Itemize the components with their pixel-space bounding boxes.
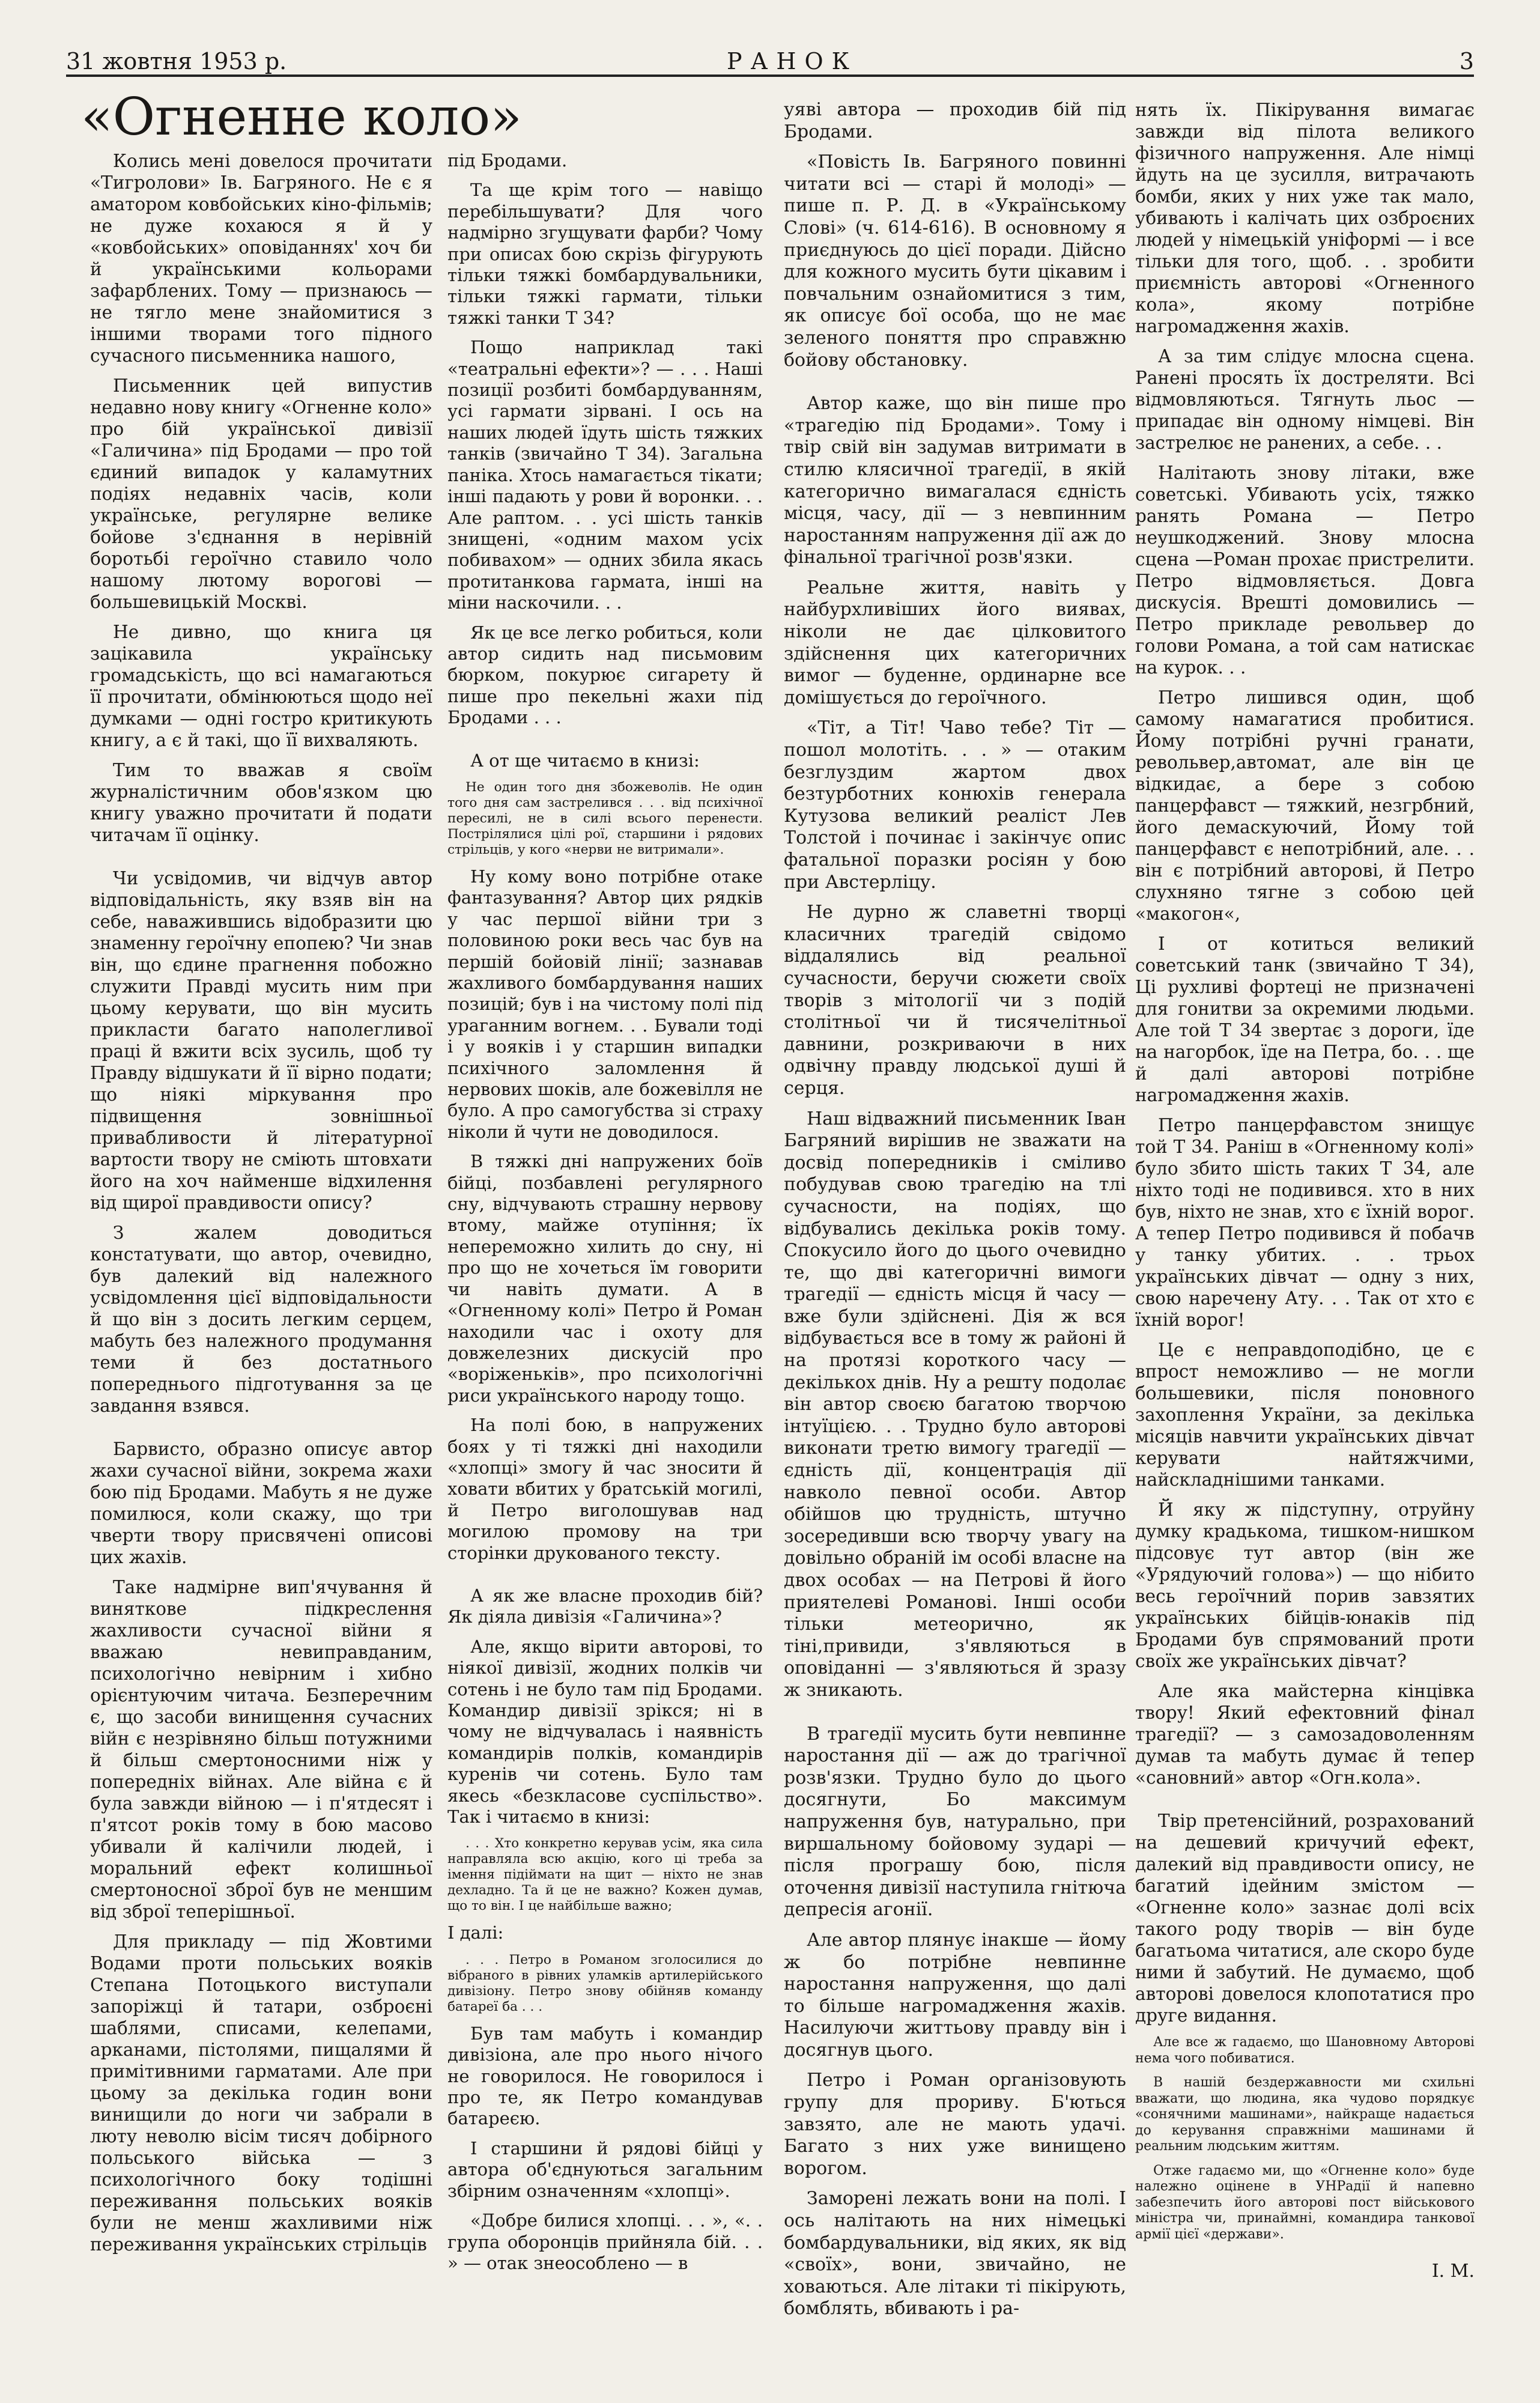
page-number: 3 xyxy=(1459,48,1474,74)
paragraph: Петро панцерфавстом знищує той Т 34. Раніш в «Огненному колі» було збито шість таких Т 34, але ніхто тоді не подивився. хто в них був, ніхто не знав, хто є їхній ворог. А тепер Петро подивився й побачв у танку убитих. . . трьох українських дівчат — одну з них, свою наречену Ату. . . Так от хто є їхній ворог! xyxy=(1135,1115,1475,1330)
footnote: Отже гадаємо ми, що «Огненне коло» буде належно оцінене в УНРадії й напевно забезпечить його авторові пост військового міністра чи, принаймні, командира танкової армії цієї «держави». xyxy=(1135,2163,1475,2242)
paragraph: Ну кому воно потрібне отаке фантазування? Автор цих рядків у час першої війни три з половиною роки весь час був на першій бойовій лінії; зазнавав жахливого бомбардування наших позицій; був і на чистому полі під ураганним вогнем. . . Бували тоді і у вояків і у старшин випадки психічного заломлення й нервових шоків, але божевілля не було. А про самогубства зі страху ніколи й чути не доводилося. xyxy=(447,866,763,1142)
paragraph: Налітають знову літаки, вже советські. Убивають усіх, тяжко ранять Романа — Петро неушкоджений. Знову млосна сцена —Роман прохає пристрелити. Петро відмовляється. Довга дискусія. Врешті домовились — Петро прикладе револьвер до голови Романа, а той сам натискає на курок. . . xyxy=(1135,463,1475,678)
paragraph: Для прикладу — під Жовтими Водами проти польських вояків Степана Потоцького виступали запоріжці й татари, озброєні шаблями, списами, келепами, арканами, пістолями, пищалями й примітивними гарматами. Але при цьому за декілька годин вони винищили до ноги чи забрали в люту неволю вісім тисяч добірного польського війська — з психологічного боку тодішні переживання польських вояків були не менш жахливими ніж переживання українських стрільців xyxy=(90,1931,432,2255)
paragraph: Петро лишився один, щоб самому намагатися пробитися. Йому потрібні ручні гранати, револьвер,автомат, але він це відкидає, а бере з собою панцерфавст — тяжкий, незгрбний, його демаскуючий, Йому той панцерфавст є непотрібний, але. . . він є потрібний авторові, й Петро слухняно тягне з собою цей «макогон«, xyxy=(1135,687,1475,924)
quote-block: . . . Хто конкретно керував усім, яка сила направляла всю акцію, кого ці треба за імення підіймати на щит — ніхто не знав дехладно. Та й це не важно? Кожен думав, що то він. І це найбільше важно; xyxy=(447,1836,763,1914)
paragraph: Чи усвідомив, чи відчув автор відповідальність, яку взяв він на себе, наважившись відобразити цю знаменну героїчну епопею? Чи знав він, що єдине прагнення побожно служити Правді мусить ним при цьому керувати, що він мусить прикласти багато наполегливої праці й вжити всіх зусиль, щоб ту Правду відшукати й її вірно подати; що ніякі міркування про підвищення зовнішньої привабливости й літературної вартости твору не сміють штовхати його на хоч найменше відхилення від щирої правдивости опису? xyxy=(90,868,432,1213)
paragraph: Пощо наприклад такі «театральні ефекти»? — . . . Наші позиції розбиті бомбардуванням, усі гармати зірвані. І ось на наших людей їдуть шість тяжких танків (звичайно Т 34). Загальна паніка. Хтось намагається тікати; інші падають у рови й воронки. . . Але раптом. . . усі шість танків знищені, «одним махом усіх побивахом» — одних збила якась протитанкова гармата, інші на міни наскочили. . . xyxy=(447,337,763,613)
paragraph: Петро і Роман організовують групу для прориву. Б'ються завзято, але не мають удачі. Багато з них уже винищено ворогом. xyxy=(784,2070,1126,2179)
quote-block: Не один того дня збожеволів. Не один того дня сам застрелився . . . від психічної пересилі, не в силі всього перенести. Пострілялися цілі рої, старшини і рядових стрільців, у кого «нерви не витримали». xyxy=(447,779,763,857)
paragraph: Але автор плянує інакше — йому ж бо потрібне невпинне наростання напруження, що далі то більше нагромадження жахів. Насилуючи життьову правду він і досягнув цього. xyxy=(784,1929,1126,2061)
paragraph: Був там мабуть і командир дивізіона, але про нього нічого не говорилося. Не говорилося і про те, як Петро командував батареєю. xyxy=(447,2023,763,2129)
quote-block: . . . Петро в Романом зголосилися до вібраного в рівних уламків артилерійського дивізіону. Петро знову обійняв команду батареї ба . . . xyxy=(447,1952,763,2014)
paragraph: Не дурно ж славетні творці класичних трагедій свідомо віддалялись від реальної сучасности, беручи сюжети своїх творів з мітології чи з подій столітньої чи й тисячелітньої давнини, розкриваючи в них одвічну правду людської душі й серця. xyxy=(784,902,1126,1099)
paragraph: Та ще крім того — навіщо перебільшувати? Для чого надмірно згущувати фарби? Чому при описах бою скрізь фігурують тільки тяжкі бомбардувальники, тільки тяжкі гармати, тільки тяжкі танки Т 34? xyxy=(447,180,763,328)
paragraph: Це є неправдоподібно, це є впрост неможливо — не могли большевики, після поновного захоплення України, за декілька місяців навчити українських дівчат керувати найтяжчими, найскладнішими танками. xyxy=(1135,1340,1475,1490)
paragraph: Барвисто, образно описує автор жахи сучасної війни, зокрема жахи бою під Бродами. Мабуть я не дуже помилюся, коли скажу, що три чверти твору присвячені описові цих жахів. xyxy=(90,1439,432,1567)
paragraph: Не дивно, що книга ця зацікавила українську громадськість, що всі намагаються її прочитати, обмінюються щодо неї думками — одні гостро критикують книгу, а є й такі, що її вихваляють. xyxy=(90,622,432,750)
paragraph: На полі бою, в напружених боях у ті тяжкі дні находили «хлопці» змогу й час зносити й ховати вбитих у братській могилі, й Петро виголошував над могилою промову на три сторінки друкованого тексту. xyxy=(447,1415,763,1563)
paragraph: А от ще читаємо в книзі: xyxy=(470,750,700,771)
article-column-1 xyxy=(90,150,432,2264)
paragraph: Автор каже, що він пише про «трагедію під Бродами». Тому і твір свій він задумав витримати в стилю клясичної трагедії, в якій категорично вимагалася єдність місця, часу, дії — з невпинним наростанням напруження дії аж до фінальної трагічної розв'язки. xyxy=(784,393,1126,568)
article-column-4 xyxy=(1135,99,1475,2282)
footnote: В нашій бездержавности ми схильні вважати, що людина, яка чудово порядкує «сонячними машинами», найкраще надається до керування справжніми машинами й реальним людським життям. xyxy=(1135,2075,1475,2154)
paragraph: нять їх. Пікірування вимагає завжди від пілота великого фізичного напруження. Але німці йдуть на це зусилля, витрачають бомби, яких у них уже так мало, убивають і калічать цих озброєних людей у німецькій уніформі — і все тільки для того, щоб. . . зробити приємність авторові «Огненного кола», якому потрібне нагромадження жахів. xyxy=(1135,100,1475,336)
paragraph: «Тіт, а Тіт! Чаво тебе? Тіт — пошол молотіть. . . » — отаким безглуздим жартом двох безтурботних конюхів генерала Кутузова великий реаліст Лев Толстой і починає і закінчує опис фатальної поразки росіян у бою при Австерліцу. xyxy=(784,717,1126,893)
paragraph: Реальне життя, навіть у найбурхливіших його виявах, ніколи не дає цілковитого здійснення цих категоричних вимог — буденне, ординарне все домішується до героїчного. xyxy=(784,577,1126,708)
newspaper-header xyxy=(66,48,1474,77)
paragraph: Але, якщо вірити авторові, то ніякої дивізії, жодних полків чи сотень і не було там під Бродами. Командир дивізії зрікся; ні в чому не відчувалась і наявність командирів полків, командирів куренів чи сотень. Було там якесь «безкласове суспільство». Так і читаємо в книзі: xyxy=(447,1636,763,1827)
paragraph: під Бродами. xyxy=(447,150,568,171)
paragraph: З жалем доводиться констатувати, що автор, очевидно, був далекий від належного усвідомлення цієї відповідальности й що він з досить легким серцем, мабуть без належного продумання теми й без достатнього попереднього підготування за це завдання взявся. xyxy=(90,1223,432,1416)
paragraph: Але яка майстерна кінцівка твору! Який ефектовний фінал трагедії? — з самозадоволенням думав та мабуть думає й тепер «сановний» автор «Огн.кола». xyxy=(1135,1681,1475,1788)
paragraph: В тяжкі дні напружених боїв бійці, позбавлені регулярного сну, відчувають страшну нервову втому, майже отупіння; їх непереможно хилить до сну, ні про що не хочеться їм говорити чи навіть думати. А в «Огненному колі» Петро й Роман находили час і охоту для довжелезних дискусій про «воріженьків», про психологічні риси українського народу тощо. xyxy=(447,1151,763,1406)
paragraph: А як же власне проходив бій? Як діяла дивізія «Галичина»? xyxy=(447,1585,763,1627)
author-signature: І. М. xyxy=(1431,2261,1475,2282)
paragraph: Письменник цей випустив недавно нову книгу «Огненне коло» про бій української дивізії «Галичина» під Бродами — про той єдиний випадок у каламутних подіях недавніх часів, коли українське, регулярне велике бойове з'єднання в нерівній боротьбі героїчно ставило чоло нашому лютому ворогові — большевицькій Москві. xyxy=(90,375,432,612)
paragraph: А за тим слідує млосна сцена. Ранені просять їх достреляти. Всі відмовляються. Тягнуть льос — припадає він одному німцеві. Він застрелює не ранених, а себе. . . xyxy=(1135,346,1475,453)
paragraph: Твір претенсійний, розрахований на дешевий кричучий ефект, далекий від правдивости опису, не багатий ідейним змістом — «Огненне коло» зазнає долі всіх такого роду творів — він буде багатьома читатися, але скоро буде ними й забутий. Не думаємо, щоб авторові довелося клопотатися про друге видання. xyxy=(1135,1811,1475,2026)
footnote: Але все ж гадаємо, що Шановному Авторові нема чого побиватися. xyxy=(1135,2035,1475,2066)
paragraph: І далі: xyxy=(447,1922,504,1943)
paragraph: В трагедії мусить бути невпинне наростання дії — аж до трагічної розв'язки. Трудно було до цього досягнути, Бо максимум напруження був, натурально, при виршальному бойовому зударі — після програшу бою, після оточення дивізії наступила гнітюча депресія агонії. xyxy=(784,1723,1126,1921)
paragraph: Тим то вважав я своїм журналістичним обов'язком цю книгу уважно прочитати й подати читачам її оцінку. xyxy=(90,760,432,845)
paragraph: Як це все легко робиться, коли автор сидить над письмовим бюрком, покурює сигарету й пише про пекельні жахи під Бродами . . . xyxy=(447,622,763,728)
paragraph: Таке надмірне вип'ячування й виняткове підкреслення жахливости сучасної війни я вважаю невиправданим, психологічно невірним і хибно орієнтуючим читача. Безперечним є, що засоби винищення сучасних війн є незрівняно більш потужними й більш смертоносними ніж у попередніх війнах. Але війна є й була завжди війною — і п'ятдесят і п'ятсот років тому в бою масово убивали й калічили людей, і моральний ефект колишньої смертоносної зброї був не меншим від зброї теперішньої. xyxy=(90,1577,432,1922)
paragraph: І от котиться великий советський танк (звичайно Т 34), Ці рухливі фортеці не призначені для гонитви за окремими людьми. Але той Т 34 звертає з дороги, їде на нагорбок, їде на Петра, бо. . . ще й далі авторові потрібне нагромадження жахів. xyxy=(1135,934,1475,1105)
newspaper-title: РАНОК xyxy=(727,48,858,74)
article-column-2 xyxy=(447,150,763,2282)
article-title: «Огненне коло» xyxy=(81,87,522,147)
paragraph: уяві автора — проходив бій під Бродами. xyxy=(784,99,1126,142)
paragraph: Наш відважний письменник Іван Багряний вирішив не зважати на досвід попередників і сміливо побудував свою трагедію на тлі сучасности, на подіях, що відбувались декілька років тому. Спокусило його до цього очевидно те, що дві категоричні вимоги трагедії — єдність місця й часу — вже були здійснені. Дія ж вся відбувається все в тому ж районі й на протязі короткого часу — декількох днів. Ну а решту подолає він автор своєю багатою творчою інтуїцією. . . Трудно було авторові виконати третю вимогу трагедії — єдність дії, концентрація дії навколо певної особи. Автор обійшов цю трудність, штучно зосередивши всю творчу увагу на довільно обраній ім особі власне на двох особах — на Петрові й його приятелеві Романові. Інші особи тільки метеорично, як тіні,привиди, з'являються в оповіданні — з'являються й зразу ж зникають. xyxy=(784,1108,1126,1701)
paragraph: І старшини й рядові бійці у автора об'єднуються загальним збірним означенням «хлопці». xyxy=(447,2137,763,2201)
paragraph: Заморені лежать вони на полі. І ось налітають на них німецькі бомбардувальники, від яких, як від «своїх», вони, звичайно, не ховаються. Але літаки ті пікірують, бомблять, вбивають і ра- xyxy=(784,2188,1126,2319)
paragraph: «Повість Ів. Багряного повинні читати всі — старі й молоді» — пише п. Р. Д. в «Українському Слові» (ч. 614-616). В основному я приєднуюсь до цієї поради. Дійсно для кожного мусить бути цікавим і повчальним ознайомитися з тим, як описує бої особа, що не має зеленого поняття про справжню бойову обстановку. xyxy=(784,151,1126,371)
article-column-3 xyxy=(784,99,1126,2329)
paragraph: Колись мені довелося прочитати «Тигролови» Ів. Багряного. Не є я аматором ковбойських кіно-фільмів; не дуже кохаюся я й у «ковбойських» оповіданнях' хоч би й українськими кольорами зафарблених. Тому — признаюсь — не тягло мене знайомитися з іншими творами того підного сучасного письменника нашого, xyxy=(90,151,432,366)
paragraph: Й яку ж підступну, отруйну думку крадькома, тишком-нишком підсовує тут автор (він же «Урядуючий голова») — що нібито весь героїчний порив завзятих українських бійців-юнаків під Бродами був спрямований проти своїх же українських дівчат? xyxy=(1135,1499,1475,1671)
issue-date: 31 жовтня 1953 р. xyxy=(66,48,287,74)
paragraph: «Добре билися хлопці. . . », «. . група оборонців прийняла бій. . . » — отак знеособлено — в xyxy=(447,2210,763,2273)
